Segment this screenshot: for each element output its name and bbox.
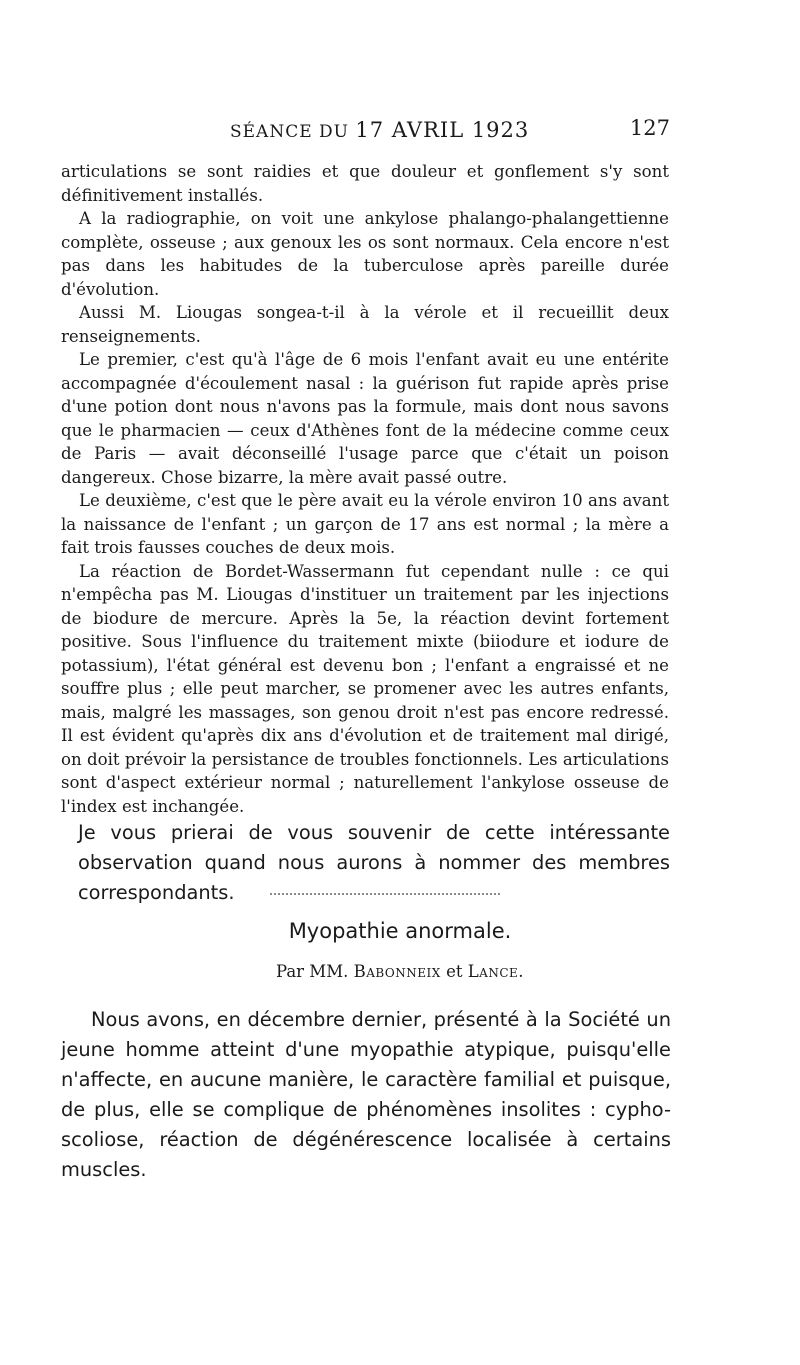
byline-conjunction: et (446, 962, 463, 981)
paragraph-continuation: articulations se sont raidies et que douleur et gonflement s'y sont définitivement installés. (61, 162, 669, 205)
closing-remark: Je vous prierai de vous souvenir de cette intéressante observation quand nous aurons à nommer des membres correspondants. (78, 821, 670, 904)
paragraph-radiography: A la radiographie, on voit une ankylose phalango-phalangettienne complète, osseuse ; aux genoux les os sont normaux. Cela encore n'est pas dans les habitudes de la tuberculose après pareille durée d'évolution. (61, 209, 669, 299)
running-title (230, 118, 529, 142)
page-number: 127 (629, 116, 670, 140)
paragraph-verole: Aussi M. Liougas songea-t-il à la vérole et il recueillit deux renseignements. (61, 303, 669, 346)
byline-prefix: Par MM. (275, 962, 349, 981)
section-divider (270, 893, 500, 895)
page-header (230, 116, 670, 142)
article-body (61, 1005, 671, 1185)
author-babonneix: Babonneix (353, 962, 441, 981)
paragraph-wassermann: La réaction de Bordet-Wassermann fut cependant nulle : ce qui n'empêcha pas M. Liougas d'instituer un traitement par les injections de biodure de mercure. Après la 5e, la réaction devint fortement positive. Sous l'influence du traitement mixte (biiodure et iodure de potassium), l'état général est devenu bon ; l'enfant a engraissé et ne souffre plus ; elle peut marcher, se promener avec les autres enfants, mais, malgré les massages, son genou droit n'est pas encore redressé. Il est évident qu'après dix ans d'évolution et de traitement mal dirigé, on doit prévoir la persistance de troubles fonctionnels. Les articulations sont d'aspect extérieur normal ; naturellement l'ankylose osseuse de l'index est inchangée. (61, 561, 669, 816)
article-byline (0, 962, 800, 981)
paragraph-second-info: Le deuxième, c'est que le père avait eu la vérole environ 10 ans avant la naissance de l'enfant ; un garçon de 17 ans est normal ; la mère a fait trois fausses couches de deux mois. (61, 491, 669, 557)
running-title-date: 17 AVRIL 1923 (355, 118, 530, 142)
article-first-paragraph: Nous avons, en décembre dernier, présenté à la Société un jeune homme atteint d'une myopathie atypique, puisqu'elle n'affecte, en aucune manière, le caractère familial et puisque, de plus, elle se complique de phénomènes insolites : cypho-scoliose, réaction de dégénérescence localisée à certains muscles. (61, 1008, 671, 1181)
case-report-body (61, 160, 669, 818)
paragraph-first-info: Le premier, c'est qu'à l'âge de 6 mois l'enfant avait eu une entérite accompagnée d'écoulement nasal : la guérison fut rapide après prise d'une potion dont nous n'avons pas la formule, mais dont nous savons que le pharmacien — ceux d'Athènes font de la médecine comme ceux de Paris — avait déconseillé l'usage parce que c'était un poison dangereux. Chose bizarre, la mère avait passé outre. (61, 350, 669, 487)
author-lance: Lance. (467, 962, 525, 981)
running-title-prefix: SÉANCE DU (230, 122, 349, 142)
article-title: Myopathie anormale. (288, 919, 512, 943)
